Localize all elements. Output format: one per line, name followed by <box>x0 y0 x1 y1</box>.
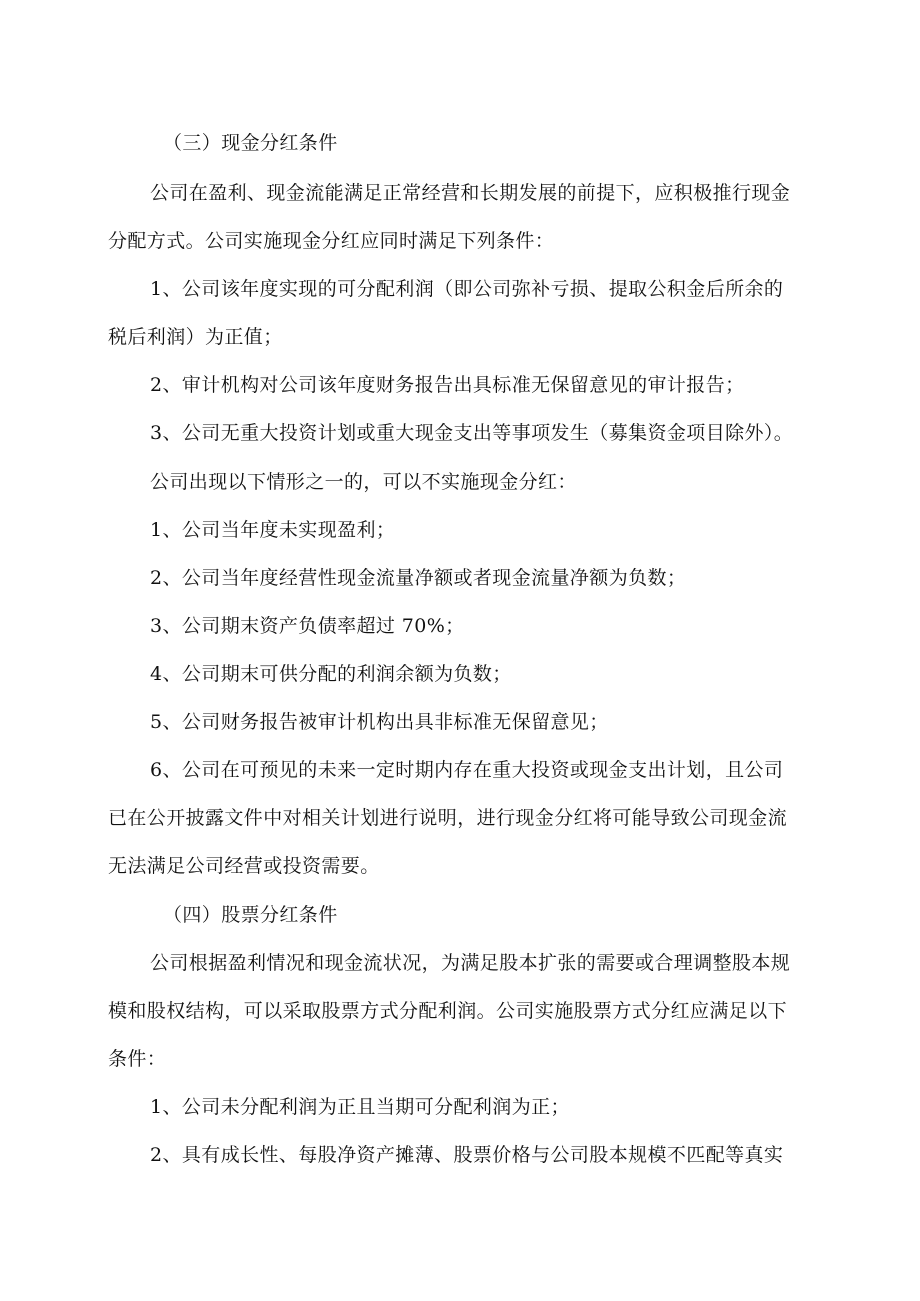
list-item: 2、具有成长性、每股净资产摊薄、股票价格与公司股本规模不匹配等真实 <box>150 1144 784 1166</box>
list-item: 3、公司期末资产负债率超过 70%； <box>150 615 465 637</box>
section-heading-cash-dividend: （三）现金分红条件 <box>163 132 338 154</box>
paragraph-line: 已在公开披露文件中对相关计划进行说明，进行现金分红将可能导致公司现金流 <box>108 807 788 829</box>
list-item: 1、公司该年度实现的可分配利润（即公司弥补亏损、提取公积金后所余的 <box>150 278 784 300</box>
paragraph-line: 模和股权结构，可以采取股票方式分配利润。公司实施股票方式分红应满足以下 <box>108 1000 788 1022</box>
list-item: 2、公司当年度经营性现金流量净额或者现金流量净额为负数； <box>150 567 687 589</box>
paragraph-line: 公司出现以下情形之一的，可以不实施现金分红： <box>150 471 577 493</box>
list-item: 5、公司财务报告被审计机构出具非标准无保留意见； <box>150 711 609 733</box>
paragraph-line: 税后利润）为正值； <box>108 326 283 348</box>
section-heading-stock-dividend: （四）股票分红条件 <box>163 904 338 926</box>
paragraph-line: 公司在盈利、现金流能满足正常经营和长期发展的前提下，应积极推行现金 <box>150 182 791 204</box>
list-item: 4、公司期末可供分配的利润余额为负数； <box>150 663 512 685</box>
paragraph-line: 公司根据盈利情况和现金流状况，为满足股本扩张的需要或合理调整股本规 <box>150 952 791 974</box>
list-item: 2、审计机构对公司该年度财务报告出具标准无保留意见的审计报告； <box>150 374 745 396</box>
list-item: 1、公司当年度未实现盈利； <box>150 519 396 541</box>
list-item: 1、公司未分配利润为正且当期可分配利润为正； <box>150 1096 570 1118</box>
list-item: 6、公司在可预见的未来一定时期内存在重大投资或现金支出计划，且公司 <box>150 759 784 781</box>
paragraph-line: 无法满足公司经营或投资需要。 <box>108 855 380 877</box>
paragraph-line: 条件： <box>108 1048 167 1070</box>
list-item: 3、公司无重大投资计划或重大现金支出等事项发生（募集资金项目除外）。 <box>150 422 794 444</box>
paragraph-line: 分配方式。公司实施现金分红应同时满足下列条件： <box>108 230 555 252</box>
